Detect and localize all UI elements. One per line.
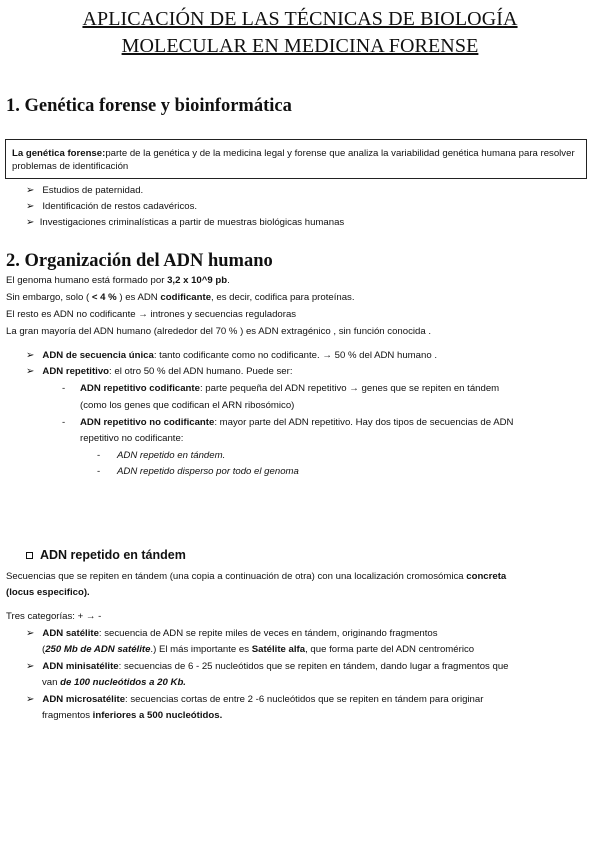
section-1-heading: 1. Genética forense y bioinformática xyxy=(6,96,292,116)
arrow-bullet-icon: ➢ xyxy=(26,350,35,361)
bullet-item-cont xyxy=(42,644,474,656)
text-run-bold: codificante xyxy=(160,292,212,303)
heading-text: ADN repetido en tándem xyxy=(40,548,186,562)
bullet-item xyxy=(26,217,344,229)
sub-bullet-item xyxy=(62,383,65,395)
text-run-bold: concreta xyxy=(466,571,507,582)
text-run-bold: (locus especifico). xyxy=(6,587,90,598)
text-run: van xyxy=(42,677,61,688)
text-run: ) es ADN xyxy=(116,292,161,303)
text-run: El genoma humano está formado por xyxy=(6,275,168,286)
text-run-bold: ADN repetitivo codificante xyxy=(80,383,200,394)
text-run-bold: ADN microsatélite xyxy=(42,694,126,705)
text-run-italic: ADN repetido disperso por todo el genoma xyxy=(117,466,299,477)
document-title-line-2: MOLECULAR EN MEDICINA FORENSE xyxy=(121,35,479,57)
text-run-bold: inferiores a 500 nucleótidos. xyxy=(92,710,223,721)
dash-bullet: - xyxy=(97,466,101,477)
text-run-bold: ADN de secuencia única xyxy=(42,350,154,361)
sub-bullet-text-cont: repetitivo no codificante: xyxy=(80,433,184,444)
definition-box xyxy=(5,139,587,179)
text-run-bold-italic: 250 Mb de ADN satélite xyxy=(45,644,151,655)
text-run: Sin embargo, solo ( xyxy=(6,292,92,303)
paragraph-line xyxy=(6,292,355,304)
text-run-bold: ADN repetitivo no codificante xyxy=(80,417,215,428)
paragraph-line: La gran mayoría del ADN humano (alrededor del 70 % ) es ADN extragénico , sin función conocida . xyxy=(6,326,432,337)
dash-bullet: - xyxy=(62,383,66,394)
arrow-bullet-icon: ➢ xyxy=(26,185,35,196)
text-run-italic: ADN repetido en tándem. xyxy=(117,450,226,461)
arrow-bullet-icon: ➢ xyxy=(26,694,35,705)
bullet-text: Investigaciones criminalísticas a partir de muestras biológicas humanas xyxy=(39,217,345,228)
sub-sub-bullet xyxy=(97,450,100,462)
text-run: , que forma parte del ADN centromérico xyxy=(305,644,475,655)
sub-bullet-text xyxy=(80,417,513,429)
text-run: : el otro 50 % del ADN humano. Puede ser: xyxy=(109,366,293,377)
arrow-bullet-icon: ➢ xyxy=(26,217,35,228)
text-run-bold: Satélite alfa xyxy=(251,644,306,655)
definition-text: parte de la genética y de la medicina legal y forense que analiza la variabilidad genética humana para resolver problemas de identificación xyxy=(12,148,575,172)
text-run-bold: 3,2 x 10^9 pb xyxy=(167,275,228,286)
paragraph-line xyxy=(6,275,230,287)
text-run: . xyxy=(227,275,230,286)
text-run: : secuencias cortas de entre 2 -6 nucleótidos que se repiten en tándem para originar xyxy=(125,694,484,705)
sub-sub-bullet-text xyxy=(117,450,225,462)
arrow-bullet-icon: ➢ xyxy=(26,366,35,377)
bullet-item xyxy=(26,366,292,378)
bullet-item xyxy=(26,185,143,197)
bullet-item-cont xyxy=(42,710,222,722)
square-bullet-icon xyxy=(26,552,33,559)
bullet-item xyxy=(26,628,438,640)
text-run: fragmentos xyxy=(42,710,93,721)
text-run: , es decir, codifica para proteínas. xyxy=(211,292,355,303)
section-3-heading xyxy=(26,548,186,562)
text-run: : mayor parte del ADN repetitivo. Hay dos tipos de secuencias de ADN xyxy=(214,417,514,428)
text-run-bold: ADN repetitivo xyxy=(42,366,110,377)
text-run: ( xyxy=(42,644,46,655)
paragraph-line: Tres categorías: + → - xyxy=(6,611,102,622)
text-run: : tanto codificante como no codificante. → 50 % del ADN humano . xyxy=(153,350,438,361)
arrow-bullet-icon: ➢ xyxy=(26,661,35,672)
text-run-bold: < 4 % xyxy=(91,292,117,303)
arrow-bullet-icon: ➢ xyxy=(26,628,35,639)
text-run: : secuencia de ADN se repite miles de veces en tándem, originando fragmentos xyxy=(98,628,438,639)
text-run-bold: ADN satélite xyxy=(42,628,99,639)
text-run-bold-italic: de 100 nucleótidos a 20 Kb. xyxy=(60,677,186,688)
text-run: .) El más importante es xyxy=(150,644,252,655)
bullet-item-cont xyxy=(42,677,186,689)
dash-bullet: - xyxy=(62,417,66,428)
bullet-text: Identificación de restos cadavéricos. xyxy=(42,201,198,212)
bullet-item xyxy=(26,350,437,362)
paragraph-line: El resto es ADN no codificante → intrones y secuencias reguladoras xyxy=(6,309,297,320)
sub-bullet-text xyxy=(80,383,499,395)
sub-sub-bullet xyxy=(97,466,100,478)
definition-term: La genética forense: xyxy=(12,148,106,159)
arrow-bullet-icon: ➢ xyxy=(26,201,35,212)
sub-sub-bullet-text xyxy=(117,466,299,478)
document-title-line-1: APLICACIÓN DE LAS TÉCNICAS DE BIOLOGÍA xyxy=(82,8,518,30)
text-run: Secuencias que se repiten en tándem (una copia a continuación de otra) con una localización cromosómica xyxy=(6,571,467,582)
text-run-bold: ADN minisatélite xyxy=(42,661,119,672)
paragraph-line xyxy=(6,587,90,599)
bullet-text: Estudios de paternidad. xyxy=(42,185,144,196)
dash-bullet: - xyxy=(97,450,101,461)
text-run: : parte pequeña del ADN repetitivo → genes que se repiten en tándem xyxy=(199,383,500,394)
text-run: : secuencias de 6 - 25 nucleótidos que se repiten en tándem, dando lugar a fragmentos que xyxy=(118,661,509,672)
bullet-item xyxy=(26,694,483,706)
sub-bullet-item xyxy=(62,417,65,429)
section-2-heading: 2. Organización del ADN humano xyxy=(6,251,273,271)
paragraph-line xyxy=(6,571,506,583)
bullet-item xyxy=(26,661,509,673)
bullet-item xyxy=(26,201,197,213)
sub-bullet-text-cont: (como los genes que codifican el ARN ribosómico) xyxy=(80,400,295,411)
